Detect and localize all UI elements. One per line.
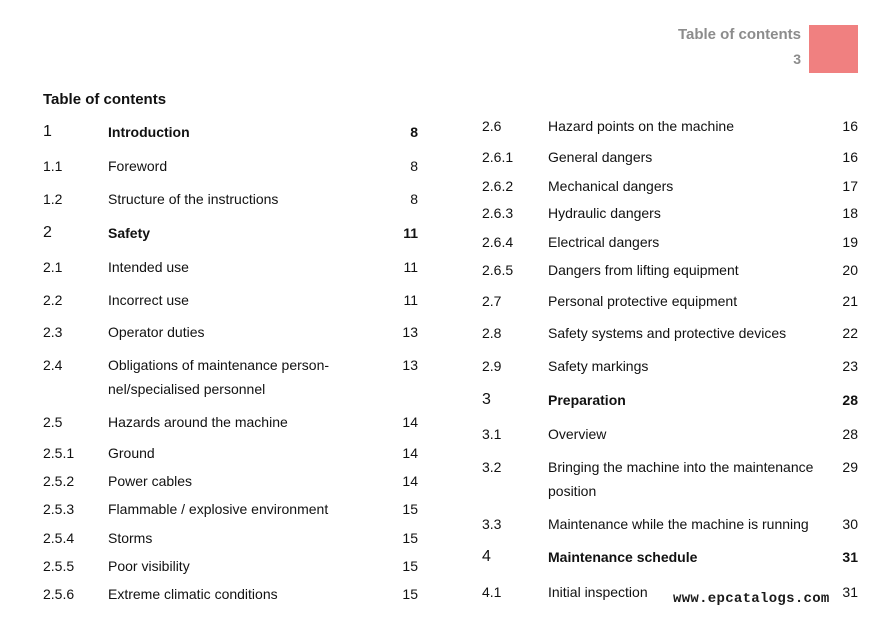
toc-entry-number: 2.5.5	[43, 558, 75, 574]
toc-entry-page: 14	[402, 473, 418, 489]
toc-entry-page: 30	[842, 516, 858, 532]
toc-entry-number: 2.5.4	[43, 530, 75, 546]
toc-entry-title: Bringing the machine into the maintenance position	[548, 459, 814, 499]
toc-entry-page: 15	[402, 530, 418, 546]
toc-entry-title: Power cables	[108, 473, 193, 489]
toc-entry-page: 28	[842, 392, 858, 408]
toc-entry-number: 2.1	[43, 259, 63, 275]
toc-entry-page: 14	[402, 445, 418, 461]
toc-entry-page: 17	[842, 178, 858, 194]
toc-entry-page: 8	[410, 124, 418, 140]
toc-entry-number: 2	[43, 224, 52, 241]
toc-entry-page: 31	[842, 549, 858, 565]
toc-entry-page: 28	[842, 426, 858, 442]
toc-entry-page: 19	[842, 234, 858, 250]
toc-entry-number: 2.6.2	[482, 178, 514, 194]
toc-entry-page: 21	[842, 293, 858, 309]
toc-entry-number: 3	[482, 391, 491, 408]
page-number: 3	[793, 51, 801, 67]
toc-entry-page: 13	[402, 357, 418, 373]
toc-entry-title: Operator duties	[108, 324, 205, 340]
toc-entry-number: 1.2	[43, 191, 63, 207]
toc-entry-number: 2.9	[482, 358, 502, 374]
toc-entry-number: 1.1	[43, 158, 63, 174]
toc-entry-title: Structure of the instructions	[108, 191, 279, 207]
toc-entry-title: Electrical dangers	[548, 234, 660, 250]
toc-entry-page: 14	[402, 414, 418, 430]
toc-entry-number: 2.8	[482, 325, 502, 341]
toc-entry-page: 16	[842, 149, 858, 165]
toc-entry-title: Poor visibility	[108, 558, 190, 574]
toc-entry-page: 16	[842, 118, 858, 134]
toc-entry-page: 29	[842, 459, 858, 475]
toc-entry-title: Personal protective equipment	[548, 293, 738, 309]
toc-entry-number: 4.1	[482, 584, 502, 600]
toc-entry-title: Maintenance schedule	[548, 549, 698, 565]
toc-entry-page: 13	[402, 324, 418, 340]
toc-heading: Table of contents	[43, 91, 167, 108]
toc-entry-page: 8	[410, 191, 418, 207]
toc-entry-title: Safety markings	[548, 358, 649, 374]
toc-entry-title: Safety	[108, 225, 151, 241]
toc-entry-page: 15	[402, 501, 418, 517]
toc-entry-title: Dangers from lifting equipment	[548, 262, 739, 278]
toc-entry-number: 1	[43, 123, 52, 140]
toc-entry-number: 3.1	[482, 426, 502, 442]
toc-entry-title: Extreme climatic conditions	[108, 586, 278, 602]
toc-entry-page: 31	[842, 584, 858, 600]
watermark: www.epcatalogs.com	[673, 591, 830, 607]
toc-entry-title: Storms	[108, 530, 153, 546]
toc-entry-title: Intended use	[108, 259, 189, 275]
toc-entry-title: Initial inspection	[548, 584, 648, 600]
toc-entry-page: 20	[842, 262, 858, 278]
toc-entry-number: 2.5.1	[43, 445, 75, 461]
toc-entry-page: 22	[842, 325, 858, 341]
toc-entry-number: 3.2	[482, 459, 502, 475]
toc-entry-page: 11	[403, 259, 418, 275]
toc-entry-title: Incorrect use	[108, 292, 189, 308]
toc-entry-number: 3.3	[482, 516, 502, 532]
toc-entry-number: 2.6.1	[482, 149, 514, 165]
toc-entry-title: Hazards around the machine	[108, 414, 288, 430]
toc-entry-number: 2.3	[43, 324, 63, 340]
toc-entry-title: Mechanical dangers	[548, 178, 674, 194]
toc-entry-title: Ground	[108, 445, 155, 461]
toc-entry-number: 2.4	[43, 357, 63, 373]
toc-entry-number: 2.6.5	[482, 262, 514, 278]
toc-entry-page: 11	[403, 225, 418, 241]
toc-entry-number: 2.6.4	[482, 234, 514, 250]
toc-entry-number: 2.5.2	[43, 473, 75, 489]
toc-entry-title: Hydraulic dangers	[548, 205, 661, 221]
toc-entry-title: Preparation	[548, 392, 626, 408]
toc-entry-number: 2.5.6	[43, 586, 75, 602]
toc-entry-title: Safety systems and protective devices	[548, 325, 787, 341]
header-title: Table of contents	[677, 26, 801, 43]
toc-entry-title: Foreword	[108, 158, 168, 174]
toc-entry-title: Introduction	[108, 124, 190, 140]
toc-entry-number: 2.5	[43, 414, 63, 430]
toc-entry-page: 23	[842, 358, 858, 374]
toc-entry-number: 2.6.3	[482, 205, 514, 221]
toc-entry-title: Flammable / explosive environment	[108, 501, 329, 517]
toc-entry-title: General dangers	[548, 149, 653, 165]
toc-entry-number: 2.5.3	[43, 501, 75, 517]
toc-entry-title: Maintenance while the machine is running	[548, 516, 809, 532]
toc-entry-page: 11	[403, 292, 418, 308]
toc-entry-page: 15	[402, 558, 418, 574]
toc-entry-number: 2.2	[43, 292, 63, 308]
toc-entry-page: 18	[842, 205, 858, 221]
toc-entry-number: 4	[482, 548, 491, 565]
toc-entry-page: 15	[402, 586, 418, 602]
toc-entry-number: 2.7	[482, 293, 502, 309]
toc-entry-page: 8	[410, 158, 418, 174]
toc-entry-title: Overview	[548, 426, 607, 442]
toc-entry-number: 2.6	[482, 118, 502, 134]
toc-entry-title: Hazard points on the machine	[548, 118, 734, 134]
toc-entry-title: Obligations of maintenance person-nel/specialised personnel	[108, 357, 330, 397]
